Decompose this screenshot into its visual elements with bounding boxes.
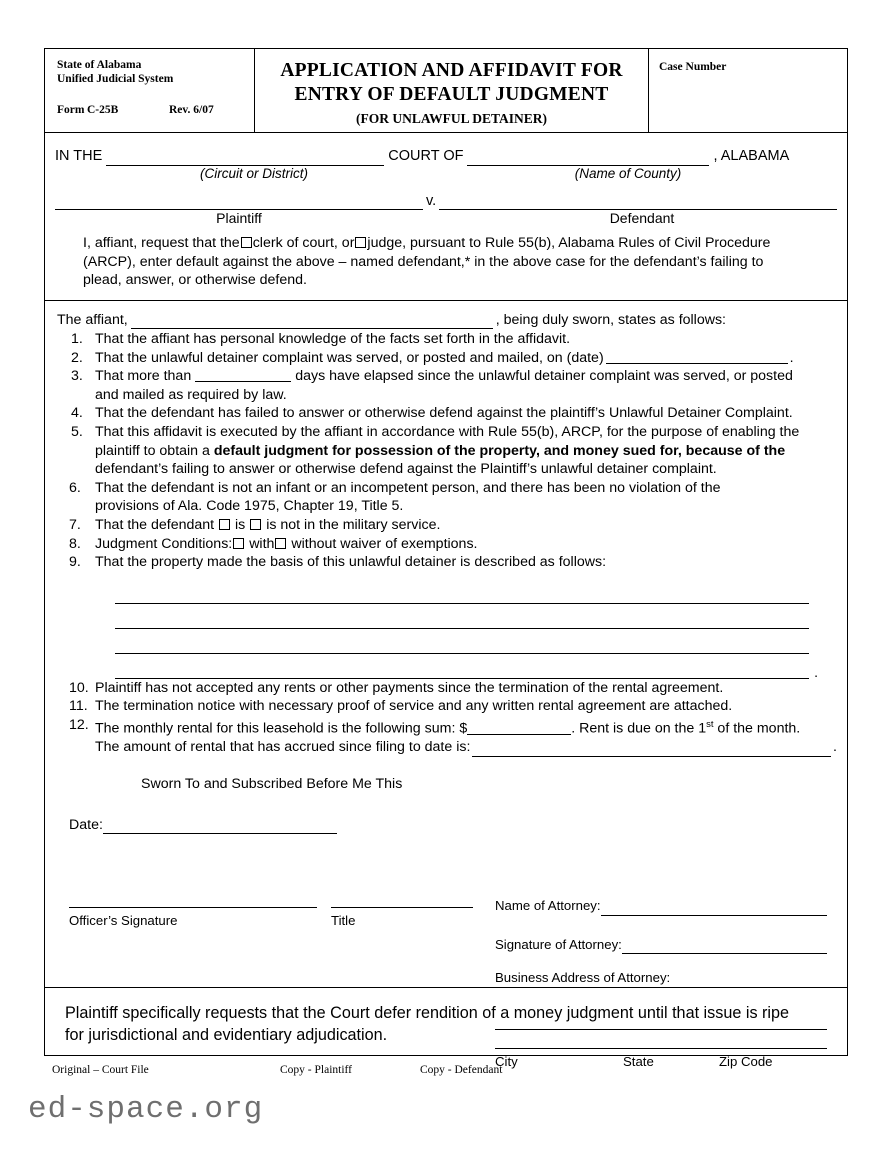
item-text: That the unlawful detainer complaint was served, or posted and mailed, on (date) bbox=[95, 349, 604, 366]
item-text: That more than bbox=[95, 368, 192, 385]
item-text-line-2: provisions of Ala. Code 1975, Chapter 19, Title 5. bbox=[95, 498, 404, 515]
item-text-before: That the defendant bbox=[95, 517, 215, 534]
form-title-line-2: ENTRY OF DEFAULT JUDGMENT bbox=[294, 84, 609, 105]
officer-signature-cell[interactable] bbox=[69, 905, 317, 931]
military-service-is-checkbox[interactable] bbox=[219, 519, 230, 530]
plaintiff-label: Plaintiff bbox=[216, 210, 262, 226]
item-text-middle: days have elapsed since the unlawful detainer complaint was served, or posted bbox=[295, 368, 793, 385]
form-revision: Rev. 6/07 bbox=[169, 104, 214, 116]
item-text-line-2 bbox=[95, 442, 837, 461]
request-clerk-text: clerk of court, or bbox=[252, 235, 355, 251]
item-text-before: The monthly rental for this leasehold is the following sum: $ bbox=[95, 720, 468, 737]
property-description-field[interactable] bbox=[115, 604, 809, 629]
list-item bbox=[57, 535, 837, 554]
in-the-label: IN THE bbox=[55, 148, 103, 164]
property-description-field[interactable] bbox=[115, 629, 809, 654]
list-item bbox=[57, 349, 837, 368]
affiant-intro-suffix: , being duly sworn, states as follows: bbox=[495, 311, 726, 328]
affiant-name-line bbox=[57, 311, 837, 330]
court-caption-block bbox=[45, 133, 847, 301]
form-label: Form bbox=[57, 104, 85, 116]
form-subtitle: (FOR UNLAWFUL DETAINER) bbox=[355, 111, 547, 126]
item-text-line-2: and mailed as required by law. bbox=[95, 386, 287, 403]
form-title-line-1: APPLICATION AND AFFIDAVIT FOR bbox=[280, 60, 623, 81]
item-number: 10. bbox=[69, 679, 89, 696]
court-caption-line bbox=[55, 147, 837, 166]
officer-signature-label: Officer’s Signature bbox=[69, 912, 178, 928]
list-item bbox=[57, 516, 837, 535]
affiant-intro-prefix: The affiant, bbox=[57, 311, 128, 328]
list-item bbox=[57, 553, 837, 572]
defendant-field[interactable] bbox=[439, 194, 837, 210]
city-label: City bbox=[495, 1053, 518, 1069]
case-number-block[interactable] bbox=[649, 49, 847, 132]
trailing-period: . bbox=[814, 664, 818, 681]
case-number-label: Case Number bbox=[659, 61, 727, 73]
accrued-rental-line bbox=[95, 738, 837, 757]
form-number-row bbox=[57, 103, 254, 117]
list-item bbox=[57, 697, 837, 716]
attorney-address-field[interactable] bbox=[670, 972, 827, 988]
item-text-after-a: . Rent is due on the 1 bbox=[571, 720, 707, 737]
court-caption-sublabels bbox=[55, 166, 837, 182]
judge-checkbox[interactable] bbox=[355, 237, 366, 248]
item-text-after: . bbox=[789, 349, 794, 366]
circuit-or-district-hint: (Circuit or District) bbox=[200, 166, 308, 181]
item-text-before: Judgment Conditions: bbox=[95, 535, 233, 552]
date-label: Date: bbox=[69, 816, 103, 833]
with-waiver-checkbox[interactable] bbox=[233, 538, 244, 549]
form-number: C-25B bbox=[87, 104, 119, 116]
attorney-signature-row bbox=[495, 936, 827, 955]
item-text-after: without waiver of exemptions. bbox=[291, 535, 478, 552]
complaint-served-date-field[interactable] bbox=[606, 350, 788, 364]
item-number: 9. bbox=[69, 554, 81, 571]
monthly-rent-amount-field[interactable] bbox=[467, 721, 571, 735]
military-service-is-not-checkbox[interactable] bbox=[250, 519, 261, 530]
list-item bbox=[57, 367, 837, 404]
item-number: 8. bbox=[69, 535, 81, 552]
affiant-name-field[interactable] bbox=[131, 313, 493, 329]
list-item bbox=[57, 679, 837, 698]
affiant-request-paragraph bbox=[55, 234, 837, 290]
item-number: 2. bbox=[71, 349, 83, 366]
item-text: That the property made the basis of this unlawful detainer is described as follows: bbox=[95, 554, 607, 571]
item-number: 4. bbox=[71, 405, 83, 422]
agency-block bbox=[45, 49, 255, 132]
item-number: 1. bbox=[71, 331, 83, 348]
item-text-middle: with bbox=[249, 535, 275, 552]
agency-line-1: State of Alabama bbox=[57, 59, 142, 71]
final-statement-line-2: for jurisdictional and evidentiary adjudication. bbox=[65, 1026, 388, 1044]
without-waiver-checkbox[interactable] bbox=[275, 538, 286, 549]
officer-title-label: Title bbox=[331, 912, 356, 928]
defendant-label: Defendant bbox=[609, 210, 675, 226]
item-text-line-1: That this affidavit is executed by the affiant in accordance with Rule 55(b), ARCP, for the purpose of enabling the bbox=[95, 424, 800, 441]
item-text-line-1: That the defendant is not an infant or an incompetent person, and there has been no violation of the bbox=[95, 479, 721, 496]
attorney-signature-label: Signature of Attorney: bbox=[495, 936, 622, 952]
item-text-line-2-after: . bbox=[833, 739, 837, 756]
officer-title-cell[interactable] bbox=[331, 905, 473, 931]
affidavit-items-list bbox=[57, 330, 837, 572]
list-item bbox=[57, 330, 837, 349]
county-field[interactable] bbox=[467, 150, 709, 166]
attorney-name-field[interactable] bbox=[601, 900, 827, 916]
item-text: Plaintiff has not accepted any rents or other payments since the termination of the rental agreement. bbox=[95, 679, 724, 696]
request-text-part-3: plead, answer, or otherwise defend. bbox=[83, 272, 307, 288]
ordinal-suffix: st bbox=[706, 719, 714, 730]
list-item bbox=[57, 479, 837, 516]
request-judge-text: judge, pursuant to Rule 55(b), Alabama Rules of Civil Procedure bbox=[367, 235, 771, 251]
court-of-label: COURT OF bbox=[388, 148, 464, 164]
parties-line bbox=[55, 192, 837, 210]
request-text-part-2: (ARCP), enter default against the above – named defendant,* in the above case for the defendant’s failing to bbox=[83, 253, 764, 270]
accrued-rental-field[interactable] bbox=[472, 741, 831, 757]
list-item bbox=[57, 404, 837, 423]
item-text-after-b: of the month. bbox=[713, 720, 801, 737]
attorney-name-row bbox=[495, 897, 827, 916]
attorney-address-label: Business Address of Attorney: bbox=[495, 970, 671, 986]
form-document bbox=[44, 48, 848, 1069]
list-item bbox=[57, 423, 837, 479]
item-number: 7. bbox=[69, 517, 81, 534]
form-title-block bbox=[255, 49, 649, 132]
final-statement-line-1: Plaintiff specifically requests that the Court defer rendition of a money judgment until that issue is ripe bbox=[65, 1004, 790, 1022]
property-description-field[interactable] bbox=[115, 654, 818, 681]
name-of-county-hint: (Name of County) bbox=[574, 166, 682, 181]
distribution-copy-plaintiff: Copy - Plaintiff bbox=[280, 1064, 352, 1076]
attorney-signature-field[interactable] bbox=[622, 938, 827, 954]
sworn-date-field[interactable] bbox=[103, 818, 337, 834]
property-description-lines bbox=[57, 579, 837, 679]
days-elapsed-field[interactable] bbox=[195, 368, 291, 382]
site-watermark: ed-space.org bbox=[28, 1092, 264, 1127]
item-number: 5. bbox=[71, 424, 83, 441]
officer-signature-row bbox=[69, 905, 489, 931]
affidavit-items-tail-list bbox=[57, 679, 837, 757]
form-header bbox=[45, 49, 847, 133]
item-number: 11. bbox=[69, 698, 88, 715]
attorney-address-row bbox=[495, 969, 827, 988]
zip-code-label: Zip Code bbox=[719, 1053, 773, 1069]
item-text-after: is not in the military service. bbox=[266, 517, 441, 534]
final-statement-block bbox=[45, 987, 847, 1055]
item-text-line-2-normal: plaintiff to obtain a bbox=[95, 442, 214, 459]
sworn-date-row bbox=[69, 816, 337, 835]
property-description-field[interactable] bbox=[115, 579, 809, 604]
item-text: That the affiant has personal knowledge of the facts set forth in the affidavit. bbox=[95, 331, 571, 348]
plaintiff-field[interactable] bbox=[55, 194, 423, 210]
request-text-part-1: I, affiant, request that the bbox=[83, 235, 240, 251]
item-text-middle: is bbox=[235, 517, 246, 534]
court-type-field[interactable] bbox=[106, 150, 384, 166]
item-text: That the defendant has failed to answer or otherwise defend against the plaintiff’s Unlawful Detainer Complaint. bbox=[95, 405, 793, 422]
distribution-copy-defendant: Copy - Defendant bbox=[420, 1064, 503, 1076]
attorney-name-label: Name of Attorney: bbox=[495, 897, 601, 913]
item-text: The termination notice with necessary proof of service and any written rental agreement are attached. bbox=[95, 698, 733, 715]
sworn-statement-label: Sworn To and Subscribed Before Me This bbox=[141, 775, 403, 792]
distribution-footer bbox=[52, 1064, 842, 1076]
item-number: 3. bbox=[71, 368, 83, 385]
clerk-of-court-checkbox[interactable] bbox=[241, 237, 252, 248]
distribution-original: Original – Court File bbox=[52, 1064, 149, 1076]
state-label: State bbox=[623, 1053, 654, 1069]
list-item bbox=[57, 716, 837, 757]
versus-label: v. bbox=[426, 193, 437, 209]
party-labels bbox=[55, 210, 837, 227]
item-text-line-2-bold: default judgment for possession of the property, and money sued for, because of the bbox=[213, 442, 786, 459]
item-number: 12. bbox=[69, 717, 89, 733]
item-number: 6. bbox=[69, 479, 81, 496]
item-text-line-3: defendant’s failing to answer or otherwise defend against the Plaintiff’s unlawful detainer complaint. bbox=[95, 461, 717, 478]
state-suffix-label: , ALABAMA bbox=[713, 148, 790, 164]
item-text-line-2-before: The amount of rental that has accrued since filing to date is: bbox=[95, 739, 471, 756]
agency-line-2: Unified Judicial System bbox=[57, 73, 174, 85]
